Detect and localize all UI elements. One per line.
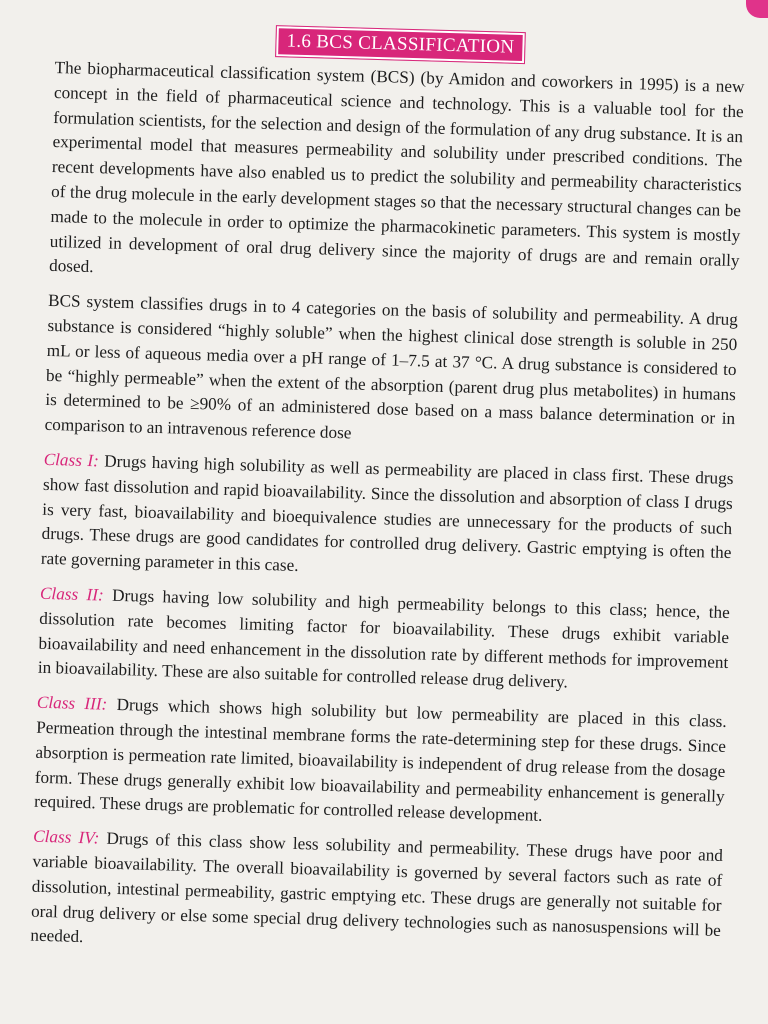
- class-4-label: Class IV:: [32, 826, 100, 848]
- class-4-text: Drugs of this class show less solubility and permeability. These drugs have poor and variable bioavailability. The overall bioavailability is governed by several factors such as rate of dissolution, intestinal permeability, gastric emptying etc. These drugs are generally not suitable for oral drug delivery or else some special drug delivery technologies such as nanosuspensions will be needed.: [30, 828, 724, 947]
- class-1-paragraph: [41, 448, 734, 591]
- class-4-paragraph: [30, 825, 723, 968]
- intro-paragraph: The biopharmaceutical classification system (BCS) (by Amidon and coworkers in 1995) is a new concept in the field of pharmaceutical science and technology. This is a valuable tool for the formulation scientists, for the selection and design of the formulation of any drug substance. It is an experimental model that measures permeability and solubility under prescribed conditions. The recent developments have also enabled us to predict the solubility and permeability characteristics of the drug molecule in the early development stages so that the necessary structural changes can be made to the molecule in order to optimize the pharmacokinetic parameters. This system is mostly utilized in development of oral drug delivery since the majority of drugs are and remain orally dosed.: [48, 57, 745, 277]
- section-heading: 1.6 BCS CLASSIFICATION: [276, 26, 525, 63]
- class-2-text: Drugs having low solubility and high permeability belongs to this class; hence, the dissolution rate becomes limiting factor for bioavailability. These drugs exhibit variable bioavailability and need enhancement in the dissolution rate by different methods for improvement in bioavailability. These are also suitable for controlled release drug delivery.: [37, 585, 731, 692]
- class-3-paragraph: [34, 691, 727, 834]
- class-1-label: Class I:: [43, 449, 100, 471]
- class-3-text: Drugs which shows high solubility but low permeability are placed in this class. Permeation through the intestinal membrane forms the rate-determining step for these drugs. Since absorption is permeation rate limited, bioavailability is independent of drug release from the dosage form. These drugs generally exhibit low bioavailability and permeability enhancement is generally required. These drugs are problematic for controlled release development.: [33, 694, 727, 826]
- class-2-label: Class II:: [39, 583, 105, 605]
- class-3-label: Class III:: [36, 692, 108, 714]
- class-1-text: Drugs having high solubility as well as permeability are placed in class first. These drugs show fast dissolution and rapid bioavailability. Since the dissolution and absorption of class I drugs is very fast, bioavailability and bioequivalence studies are unnecessary for the products of such drugs. These drugs are good candidates for controlled drug delivery. Gastric emptying is often the rate governing parameter in this case.: [40, 451, 734, 576]
- corner-color-tab: [746, 0, 768, 18]
- book-page: [30, 20, 746, 978]
- class-2-paragraph: [38, 582, 731, 700]
- categories-paragraph: BCS system classifies drugs in to 4 categories on the basis of solubility and permeability. A drug substance is considered “highly soluble” when the highest clinical dose strength is soluble in 250 mL or less of aqueous media over a pH range of 1–7.5 at 37 °C. A drug substance is considered to be “highly permeable” when the extent of the absorption (parent drug plus metabolites) in humans is determined to be ≥90% of an administered dose based on a mass balance determination or in comparison to an intravenous reference dose: [44, 291, 739, 443]
